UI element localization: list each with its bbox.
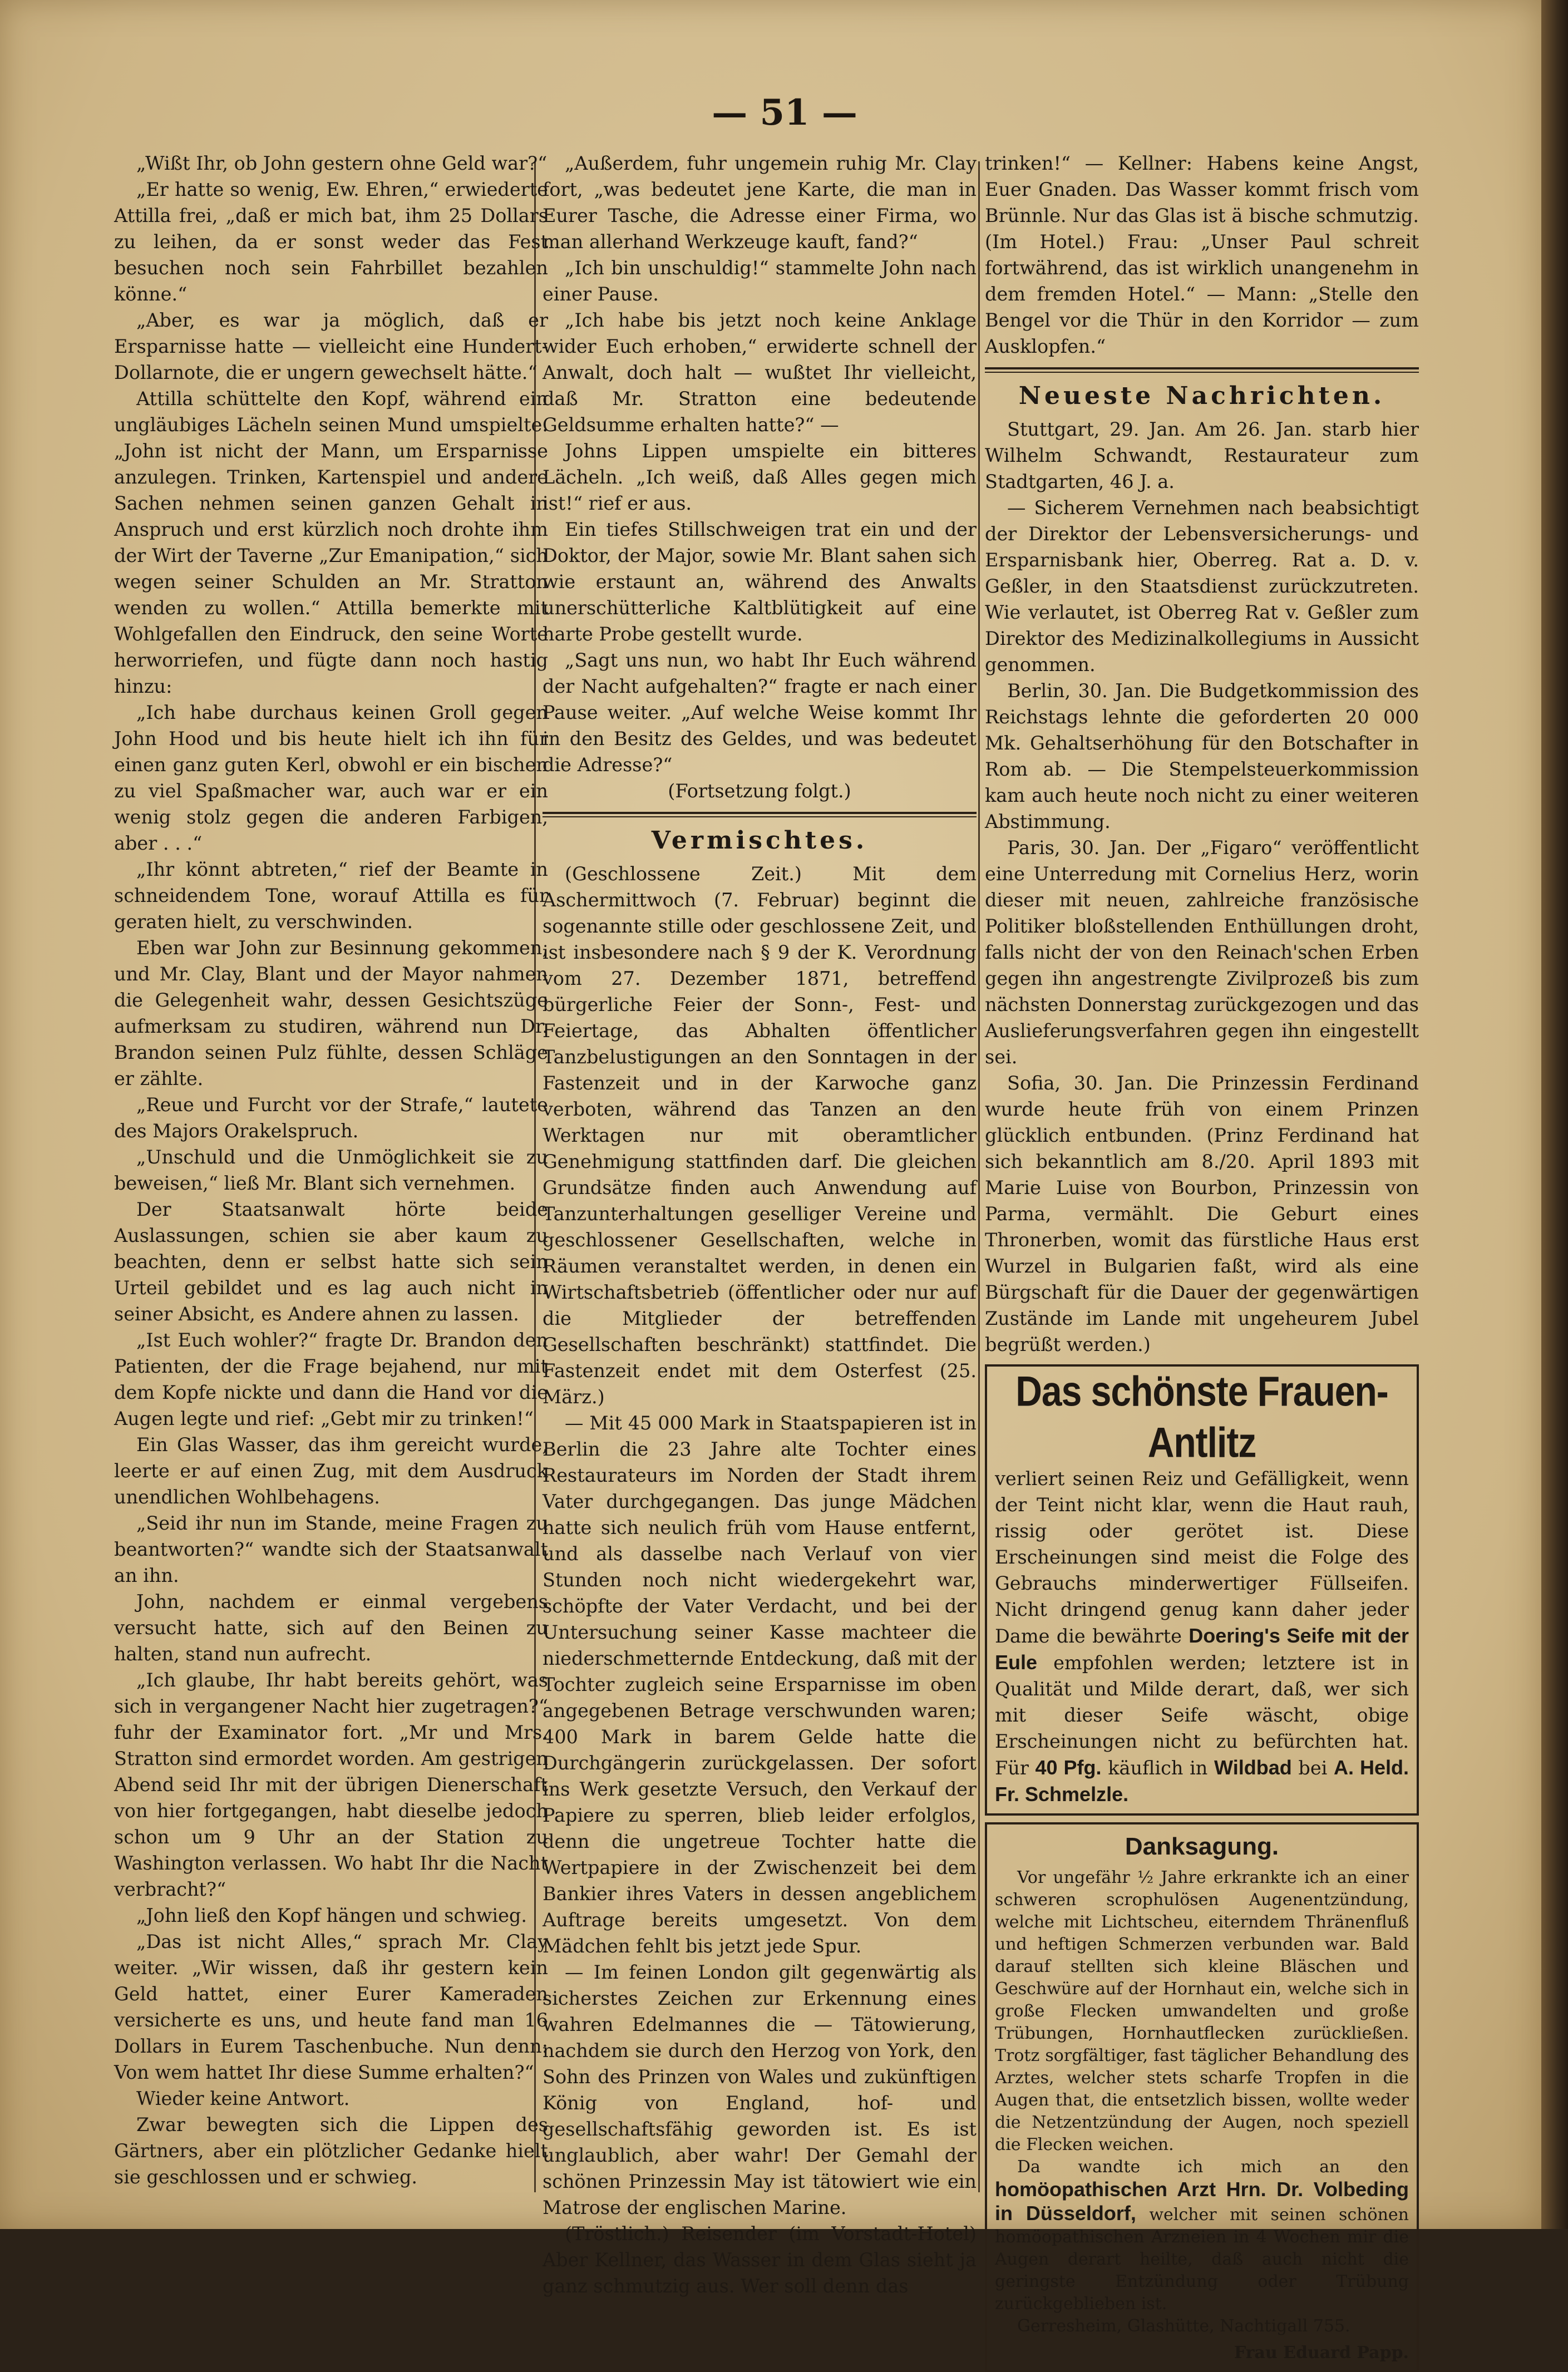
ad-text: [995, 1466, 1409, 1808]
ad-text-part: verliert seinen Reiz und Gefälligkeit, wenn der Teint nicht klar, wenn die Haut rauh, rissig oder gerötet ist. Diese Erscheinungen sind meist die Folge des Gebrauchs minderwertiger Füllseifen. Nicht dringend genug kann daher jeder Dame die bewährte: [995, 1468, 1409, 1647]
misc-paragraph: (Tröstlich.) Reisender (im Vorstadt-Hotel) Aber Kellner, das Wasser in dem Glas sieht ja ganz schmutzig aus. Wer soll denn das: [543, 2223, 977, 2297]
misc-paragraph: — Im feinen London gilt gegenwärtig als sicherstes Zeichen zur Erkennung eines wahren Edelmannes die — Tätowierung, nachdem sie durch den Herzog von York, den Sohn des Prinzen von Wales und zukünftigen König von England, hof- und gesellschaftsfähig geworden ist. Es ist unglaublich, aber wahr! Der Gemahl der schönen Prinzessin May ist tätowiert wie ein Matrose der englischen Marine.: [543, 1961, 977, 2218]
news-item: Paris, 30. Jan. Der „Figaro“ veröffentlicht eine Unterredung mit Cornelius Herz, worin dieser mit neuen, zahlreiche französische Politiker bloßstellenden Enthüllungen droht, falls nicht der von den Reinach'schen Erben gegen ihn angestrengte Zivilprozeß bis zum nächsten Donnerstag zurückgezogen und das Auslieferungsverfahren gegen ihn eingestellt sei.: [985, 837, 1419, 1068]
section-divider: [985, 367, 1419, 373]
story-paragraph: Johns Lippen umspielte ein bitteres Lächeln. „Ich weiß, daß Alles gegen mich ist!“ rief er aus.: [543, 440, 977, 514]
story-paragraph: John, nachdem er einmal vergebens versucht hatte, sich auf den Beinen zu halten, stand nun aufrecht.: [114, 1591, 548, 1665]
story-paragraph: Zwar bewegten sich die Lippen des Gärtners, aber ein plötzlicher Gedanke hielt sie geschlossen und er schwieg.: [114, 2114, 548, 2188]
story-paragraph: Attilla schüttelte den Kopf, während ein ungläubiges Lächeln seinen Mund umspielte. „John ist nicht der Mann, um Ersparnisse anzulegen. Trinken, Kartenspiel und andere Sachen nehmen seinen ganzen Gehalt in Anspruch und erst kürzlich noch drohte ihm der Wirt der Taverne „Zur Emanipation,“ sich wegen seiner Schulden an Mr. Stratton wenden zu wollen.“ Attilla bemerkte mit Wohlgefallen den Eindruck, den seine Worte herworriefen, und fügte dann noch hastig hinzu:: [114, 388, 548, 697]
story-paragraph: „John ließ den Kopf hängen und schwieg.: [136, 1905, 527, 1926]
thanks-text-part: Da wandte ich mich an den: [1017, 2157, 1409, 2177]
story-paragraph: „Ich habe durchaus keinen Groll gegen John Hood und bis heute hielt ich ihn für einen ganz guten Kerl, obwohl er ein bischen zu viel Spaßmacher war, auch war er ein wenig stolz gegen die anderen Farbigen, aber . . .“: [114, 702, 548, 854]
ad-price: 40 Pfg.: [1035, 1756, 1102, 1779]
column-rule-right: [978, 161, 980, 2192]
thanks-signature: Frau Eduard Papp.: [1234, 2343, 1409, 2363]
section-divider: [543, 812, 977, 817]
ad-sellers: A. Held. Fr. Schmelzle.: [995, 1756, 1409, 1806]
story-paragraph: „Seid ihr nun im Stande, meine Fragen zu beantworten?“ wandte sich der Staatsanwalt an ihn.: [114, 1512, 548, 1586]
misc-paragraph: — Mit 45 000 Mark in Staatspapieren ist in Berlin die 23 Jahre alte Tochter eines Restaurateurs im Norden der Stadt ihrem Vater durchgegangen. Das junge Mädchen hatte sich neulich früh vom Hause entfernt, und als dasselbe nach Verlauf von vier Stunden noch nicht wiedergekehrt war, schöpfte der Vater Verdacht, und bei der Untersuchung seiner Kasse machteer die niederschmetternde Entdeckung, daß mit der Tochter zugleich seine Ersparnisse im oben angegebenen Betrage verschwunden waren; 400 Mark in barem Gelde hatte die Durchgängerin zurückgelassen. Der sofort ins Werk gesetzte Versuch, den Verkauf der Papiere zu sperren, blieb leider erfolglos, denn die ungetreue Tochter hatte die Wertpapiere in der Zwischenzeit bei dem Bankier ihres Vaters in dessen angeblichem Auftrage bereits umgesetzt. Von dem Mädchen fehlt bis jetzt jede Spur.: [543, 1412, 977, 1957]
story-paragraph: Wieder keine Antwort.: [136, 2088, 350, 2109]
thanks-text-part: welcher mit seinen schönen homöopathischen Arzneien in 4 Wochen mir die Augen derart heilte, daß auch nicht die geringste Entzündung oder Trübung zurückgeblieben ist.: [995, 2205, 1409, 2314]
story-paragraph: „Ihr könnt abtreten,“ rief der Beamte in schneidendem Tone, worauf Attilla es für geraten hielt, zu verschwinden.: [114, 859, 548, 933]
story-paragraph: „Ich bin unschuldig!“ stammelte John nach einer Pause.: [543, 257, 977, 305]
ad-text-part: bei: [1298, 1757, 1328, 1779]
ad-place: Wildbad: [1214, 1756, 1292, 1779]
thanks-place: Gerresheim, Glashütte, Nachtigall 755.: [1017, 2316, 1350, 2336]
thanks-notice: [985, 1822, 1419, 2372]
story-paragraph: Eben war John zur Besinnung gekommen, und Mr. Clay, Blant und der Mayor nahmen die Gelegenheit wahr, dessen Gesichtszüge aufmerksam zu studiren, während nun Dr. Brandon seinen Pulz fühlte, dessen Schläge er zählte.: [114, 937, 548, 1089]
page-number: — 51 —: [712, 92, 857, 134]
story-paragraph: „Ist Euch wohler?“ fragte Dr. Brandon den Patienten, der die Frage bejahend, nur mit dem Kopfe nickte und dann die Hand vor die Augen legte und rief: „Gebt mir zu trinken!“: [114, 1329, 548, 1429]
news-item: — Sicherem Vernehmen nach beabsichtigt der Direktor der Lebensversicherungs- und Ersparnisbank hier, Oberreg. Rat a. D. v. Geßler, in den Staatsdienst zurückzutreten. Wie verlautet, ist Oberreg Rat v. Geßler zum Direktor des Medizinalkollegiums in Aussicht genommen.: [985, 497, 1419, 675]
thanks-title: Danksagung.: [1125, 1833, 1279, 1860]
book-spine: [1541, 0, 1568, 2229]
story-paragraph: „Wißt Ihr, ob John gestern ohne Geld war?“: [136, 152, 548, 174]
ad-title: Das schönste Frauen-Antlitz: [1015, 1367, 1388, 1466]
story-paragraph: „Sagt uns nun, wo habt Ihr Euch während der Nacht aufgehalten?“ fragte er nach einer Pause weiter. „Auf welche Weise kommt Ihr in den Besitz des Geldes, und was bedeutet die Adresse?“: [543, 649, 977, 776]
soap-advertisement: [985, 1364, 1419, 1816]
ad-text-part: käuflich in: [1108, 1757, 1208, 1779]
news-item: Berlin, 30. Jan. Die Budgetkommission des Reichstags lehnte die geforderten 20 000 Mk. Gehaltserhöhung für den Botschafter in Rom ab. — Die Stempelsteuerkommission kam auch heute noch nicht zu einer weiteren Abstimmung.: [985, 680, 1419, 832]
continued-note: (Fortsetzung folgt.): [668, 780, 851, 802]
news-item: Sofia, 30. Jan. Die Prinzessin Ferdinand wurde heute früh von einem Prinzen glücklich entbunden. (Prinz Ferdinand hat sich bekanntlich am 8./20. April 1893 mit Marie Luise von Bourbon, Prinzessin von Parma, vermählt. Die Geburt eines Thronerben, womit das fürstliche Haus erst Wurzel in Bulgarien faßt, wird als eine Bürgschaft für die Dauer der gegenwärtigen Zustände im Lande mit ungeheurem Jubel begrüßt werden.): [985, 1072, 1419, 1355]
story-paragraph: Ein tiefes Stillschweigen trat ein und der Doktor, der Major, sowie Mr. Blant sahen sich wie erstaunt an, während des Anwalts unerschütterliche Kaltblütigkeit auf eine harte Probe gestellt wurde.: [543, 519, 977, 645]
story-paragraph: „Ich habe bis jetzt noch keine Anklage wider Euch erhoben,“ erwiderte schnell der Anwalt, doch halt — wußtet Ihr vielleicht, daß Mr. Stratton eine bedeutende Geldsumme erhalten hatte?“ —: [543, 309, 977, 436]
joke-continuation: trinken!“ — Kellner: Habens keine Angst, Euer Gnaden. Das Wasser kommt frisch vom Brünnle. Nur das Glas ist ä bische schmutzig. (Im Hotel.) Frau: „Unser Paul schreit fortwährend, das ist wirklich unangenehm in dem fremden Hotel.“ — Mann: „Stelle den Bengel vor die Thür in den Korridor — zum Ausklopfen.“: [985, 152, 1419, 357]
column-right: [985, 150, 1419, 2363]
misc-heading: Vermischtes.: [651, 826, 868, 855]
news-item: Stuttgart, 29. Jan. Am 26. Jan. starb hier Wilhelm Schwandt, Restaurateur zum Stadtgarten, 46 J. a.: [985, 418, 1419, 492]
thanks-text: Vor ungefähr ½ Jahre erkrankte ich an einer schweren scrophulösen Augenentzündung, welche mit Lichtscheu, eiterndem Thränenfluß und heftigen Schmerzen verbunden war. Bald darauf stellten sich kleine Bläschen und Geschwüre auf der Hornhaut ein, welche sich in große Flecken umwandelten und große Trübungen, Hornhautflecken zurückließen. Trotz sorgfältiger, fast täglicher Behandlung des Arztes, welcher stets scharfe Tropfen in die Augen that, die entsetzlich bissen, wollte weder die Netzentzündung der Augen, noch speziell die Flecken weichen.: [995, 1868, 1409, 2154]
thanks-text: [995, 2156, 1409, 2315]
story-paragraph: „Das ist nicht Alles,“ sprach Mr. Clay weiter. „Wir wissen, daß ihr gestern kein Geld hattet, einer Eurer Kameraden versicherte es uns, und heute fand man 16 Dollars in Eurem Taschenbuche. Nun denn: Von wem hattet Ihr diese Summe erhalten?“: [114, 1931, 548, 2083]
story-paragraph: „Aber, es war ja möglich, daß er Ersparnisse hatte — vielleicht eine Hundert-Dollarnote, die er ungern gewechselt hätte.“: [114, 309, 548, 383]
news-heading: Neueste Nachrichten.: [1018, 382, 1385, 410]
story-paragraph: Ein Glas Wasser, das ihm gereicht wurde, leerte er auf einen Zug, mit dem Ausdruck unendlichen Wohlbehagens.: [114, 1434, 548, 1508]
story-paragraph: „Er hatte so wenig, Ew. Ehren,“ erwiederte Attilla frei, „daß er mich bat, ihm 25 Dollars zu leihen, da er sonst weder das Fest besuchen noch sein Fahrbillet bezahlen könne.“: [114, 179, 548, 305]
ad-brand: Doering's Seife mit der Eule: [995, 1624, 1409, 1674]
story-paragraph: „Ich glaube, Ihr habt bereits gehört, was sich in vergangener Nacht hier zugetragen?“ fuhr der Examinator fort. „Mr und Mrs. Stratton sind ermordet worden. Am gestrigen Abend seid Ihr mit der übrigen Dienerschaft von hier fortgegangen, habt dieselbe jedoch schon um 9 Uhr an der Station zu Washington verlassen. Wo habt Ihr die Nacht verbracht?“: [114, 1669, 548, 1900]
story-paragraph: „Außerdem, fuhr ungemein ruhig Mr. Clay fort, „was bedeutet jene Karte, die man in Eurer Tasche, die Adresse einer Firma, wo man allerhand Werkzeuge kauft, fand?“: [543, 152, 977, 253]
thanks-doctor: homöopathischen Arzt Hrn. Dr. Volbeding in Düsseldorf,: [995, 2178, 1409, 2225]
column-middle: [543, 150, 977, 2297]
misc-paragraph: (Geschlossene Zeit.) Mit dem Aschermittwoch (7. Februar) beginnt die sogenannte stille oder geschlossene Zeit, und ist insbesondere nach § 9 der K. Verordnung vom 27. Dezember 1871, betreffend bürgerliche Feier der Sonn-, Fest- und Feiertage, das Abhalten öffentlicher Tanzbelustigungen an den Sonntagen in der Fastenzeit und in der Karwoche ganz verboten, während das Tanzen an den Werktagen nur mit oberamtlicher Genehmigung stattfinden darf. Die gleichen Grundsätze finden auch Anwendung auf Tanzunterhaltungen geselliger Vereine und geschlossener Gesellschaften, welche in Räumen veranstaltet werden, in denen ein Wirtschaftsbetrieb (öffentlicher oder nur auf die Mitglieder der betreffenden Gesellschaften beschränkt) stattfindet. Die Fastenzeit endet mit dem Osterfest (25. März.): [543, 863, 977, 1408]
story-paragraph: „Unschuld und die Unmöglichkeit sie zu beweisen,“ ließ Mr. Blant sich vernehmen.: [114, 1146, 548, 1194]
story-paragraph: Der Staatsanwalt hörte beide Auslassungen, schien sie aber kaum zu beachten, denn er selbst hatte sich sein Urteil gebildet und es lag auch nicht in seiner Absicht, es Andere ahnen zu lassen.: [114, 1199, 548, 1325]
story-paragraph: „Reue und Furcht vor der Strafe,“ lautete des Majors Orakelspruch.: [114, 1094, 548, 1142]
ad-text-part: empfohlen werden; letztere ist in Qualität und Milde derart, daß, wer sich mit dieser Seife wäscht, obige Erscheinungen nicht zu befürchten hat. Für: [995, 1652, 1409, 1779]
column-left-story: [114, 150, 548, 2198]
